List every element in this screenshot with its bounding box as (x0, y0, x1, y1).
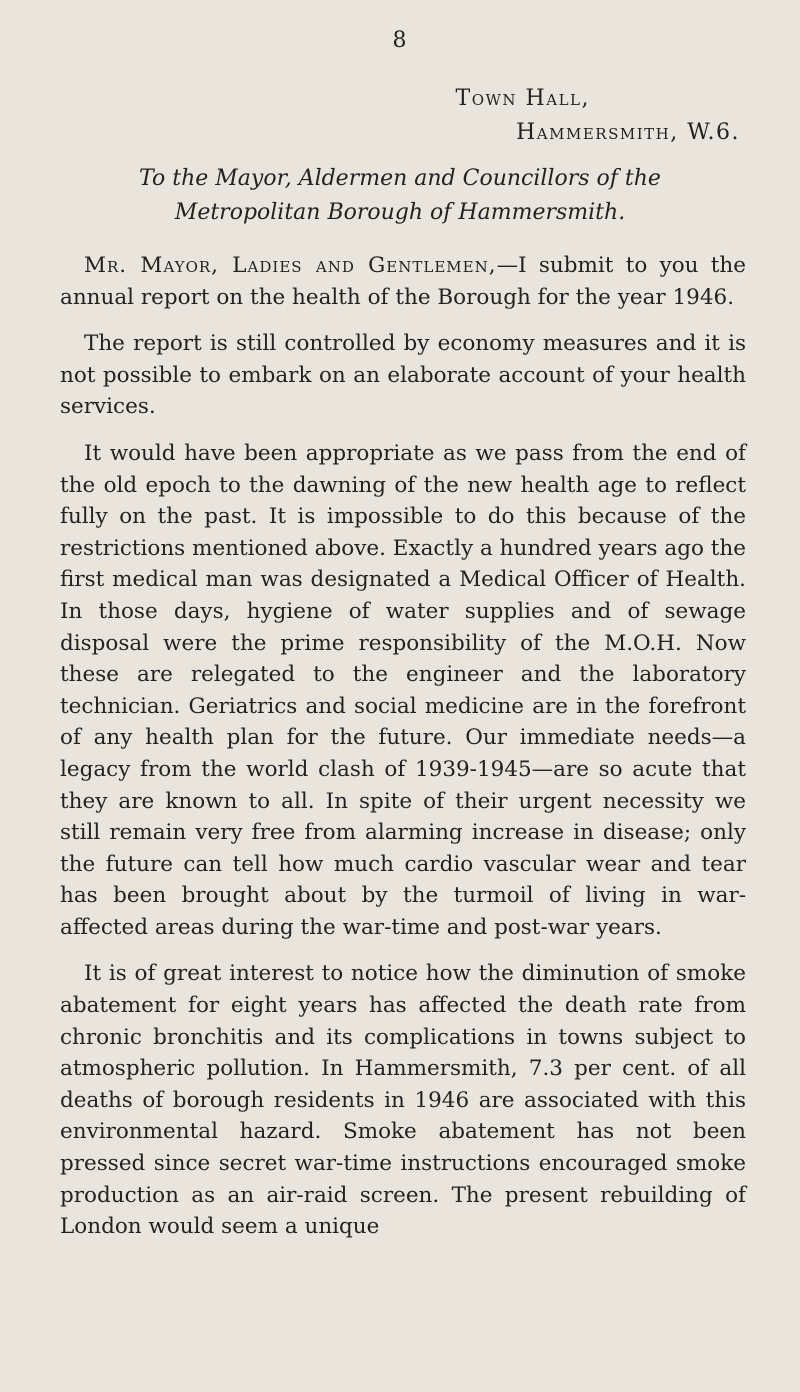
paragraph-1-text: —I submit to you the annual report on the health of the Borough for the year 1946. (60, 253, 746, 310)
addressee-line-1: To the Mayor, Aldermen and Councillors of the (139, 166, 661, 191)
address-line-1: Town Hall, (455, 86, 590, 111)
paragraph-1 (60, 250, 746, 313)
paragraph-3: It would have been appropriate as we pass from the end of the old epoch to the dawning of the new health age to reflect fully on the past. It is impossible to do this because of the restrictions mentioned above. Exactly a hundred years ago the first medical man was designated a Medical Officer of Health. In those days, hygiene of water supplies and of sewage disposal were the prime responsibility of the M.O.H. Now these are relegated to the engineer and the laboratory technician. Geriatrics and social medicine are in the forefront of any health plan for the future. Our immediate needs—a legacy from the world clash of 1939-1945—are so acute that they are known to all. In spite of their urgent necessity we still remain very free from alarming increase in disease; only the future can tell how much cardio vascular wear and tear has been brought about by the turmoil of living in war-affected areas during the war-time and post-war years. (60, 440, 746, 940)
greeting: Mr. Mayor, Ladies and Gentlemen, (84, 253, 497, 278)
address-line-2: Hammersmith, W.6. (516, 120, 740, 145)
report-body (60, 250, 746, 1258)
addressee (60, 162, 740, 230)
addressee-line-2: Metropolitan Borough of Hammersmith. (174, 200, 626, 225)
paragraph-2: The report is still controlled by economy measures and it is not possible to embark on an elaborate account of your health services. (60, 331, 746, 420)
sender-address (456, 82, 740, 150)
paragraph-4: It is of great interest to notice how the diminution of smoke abatement for eight years has affected the death rate from chronic bronchitis and its complications in towns subject to atmospheric pollution. In Hammersmith, 7.3 per cent. of all deaths of borough residents in 1946 are associated with this environmental hazard. Smoke abatement has not been pressed since secret war-time instructions encouraged smoke production as an air-raid screen. The present rebuilding of London would seem a unique (60, 961, 746, 1240)
page-number: 8 (392, 28, 408, 53)
